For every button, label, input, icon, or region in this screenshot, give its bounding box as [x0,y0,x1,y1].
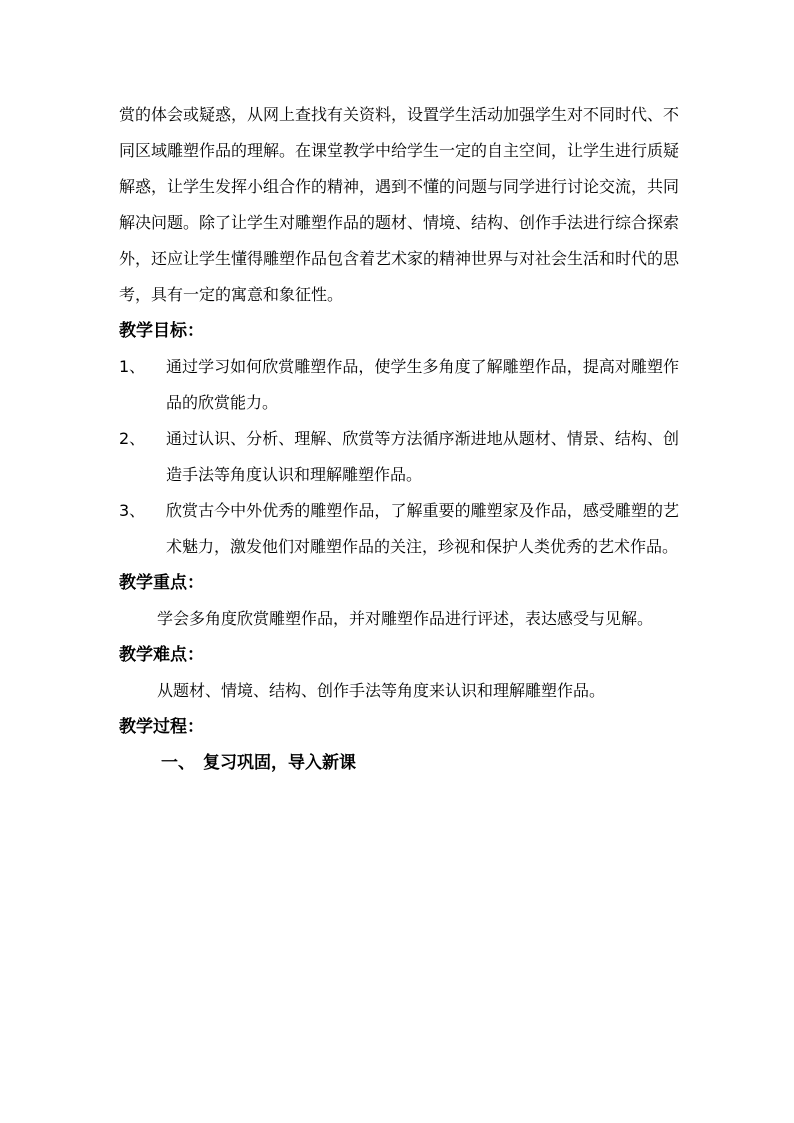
list-item-text: 通过认识、分析、理解、欣赏等方法循序渐进地从题材、情景、结构、创造手法等角度认识和理解雕塑作品。 [166,429,679,484]
objectives-heading: 教学目标： [119,321,204,341]
key-points-heading: 教学重点： [119,573,204,593]
list-item-number: 1、 [119,357,146,376]
objectives-list [119,349,679,565]
intro-paragraph: 赏的体会或疑惑，从网上查找有关资料，设置学生活动加强学生对不同时代、不同区域雕塑作品的理解。在课堂教学中给学生一定的自主空间，让学生进行质疑解惑，让学生发挥小组合作的精神，遇到不懂的问题与同学进行讨论交流，共同解决问题。除了让学生对雕塑作品的题材、情境、结构、创作手法进行综合探索外，还应让学生懂得雕塑作品包含着艺术家的精神世界与对社会生活和时代的思考，具有一定的寓意和象征性。 [119,105,680,304]
list-item-number: 2、 [119,429,146,448]
list-item [119,421,679,493]
document-body [119,97,679,781]
section-title: 复习巩固，导入新课 [203,753,356,773]
section-number: 一、 [161,753,195,773]
list-item-number: 3、 [119,501,146,520]
process-section-title [119,745,679,781]
process-heading: 教学过程： [119,717,204,737]
difficulties-heading: 教学难点： [119,645,204,665]
list-item [119,349,679,421]
list-item [119,493,679,565]
list-item-text: 欣赏古今中外优秀的雕塑作品，了解重要的雕塑家及作品，感受雕塑的艺术魅力，激发他们对雕塑作品的关注，珍视和保护人类优秀的艺术作品。 [166,501,679,556]
list-item-text: 通过学习如何欣赏雕塑作品，使学生多角度了解雕塑作品，提高对雕塑作品的欣赏能力。 [166,357,679,412]
difficulties-text: 从题材、情境、结构、创作手法等角度来认识和理解雕塑作品。 [157,681,606,700]
key-points-text: 学会多角度欣赏雕塑作品，并对雕塑作品进行评述，表达感受与见解。 [157,609,654,628]
